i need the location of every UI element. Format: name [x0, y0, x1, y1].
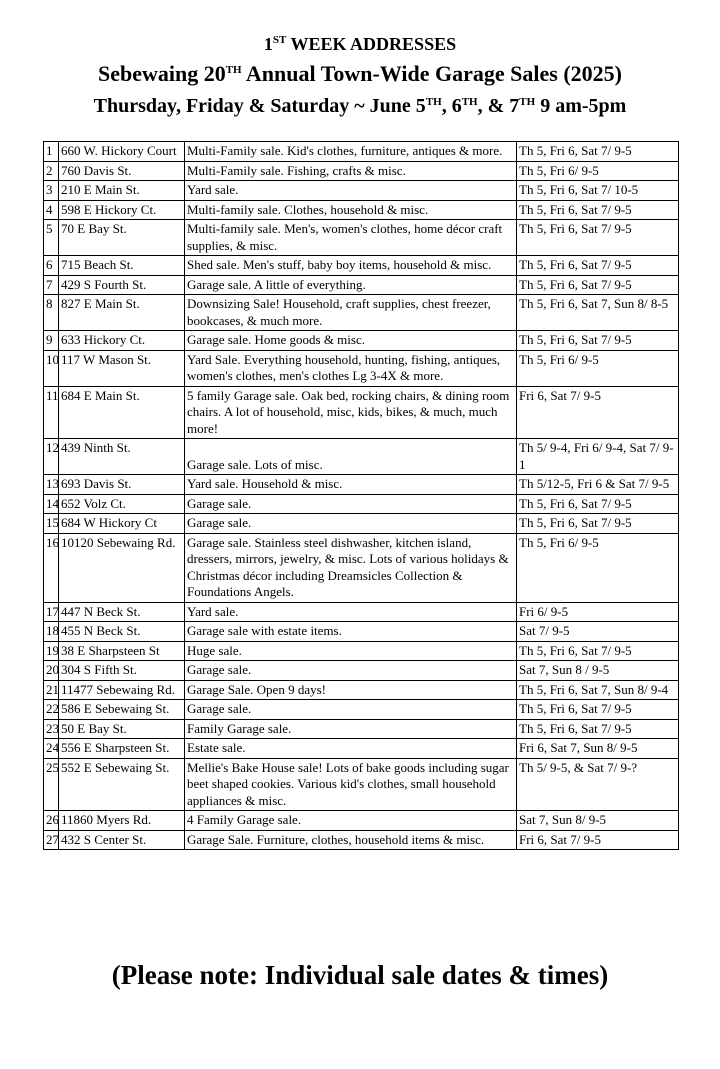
row-description: Yard Sale. Everything household, hunting, fishing, antiques, women's clothes, men's clothes Lg 3-4X & more. [185, 350, 517, 386]
row-description: Garage sale. [185, 661, 517, 681]
table-row [44, 439, 679, 475]
row-times: Th 5, Fri 6, Sat 7/ 9-5 [517, 142, 679, 162]
row-number: 25 [44, 758, 59, 811]
row-number: 4 [44, 200, 59, 220]
row-number: 5 [44, 220, 59, 256]
row-description: Garage sale. [185, 514, 517, 534]
row-description: 5 family Garage sale. Oak bed, rocking chairs, & dining room chairs. A lot of household, misc, kids, bikes, & much, much more! [185, 386, 517, 439]
table-row [44, 830, 679, 850]
row-address: 684 E Main St. [59, 386, 185, 439]
table-row [44, 220, 679, 256]
dates-text-b: , 6 [441, 95, 462, 117]
row-description: Multi-family sale. Men's, women's clothes, home décor craft supplies, & misc. [185, 220, 517, 256]
row-address: 38 E Sharpsteen St [59, 641, 185, 661]
title-text-b: WEEK ADDRESSES [286, 34, 457, 54]
row-description: Garage sale. Home goods & misc. [185, 331, 517, 351]
row-number: 1 [44, 142, 59, 162]
row-number: 10 [44, 350, 59, 386]
dates-sup-2: TH [461, 96, 478, 108]
table-row [44, 533, 679, 602]
row-number: 7 [44, 275, 59, 295]
row-times: Th 5, Fri 6, Sat 7, Sun 8/ 9-4 [517, 680, 679, 700]
row-number: 22 [44, 700, 59, 720]
row-address: 586 E Sebewaing St. [59, 700, 185, 720]
row-times: Th 5, Fri 6, Sat 7/ 9-5 [517, 331, 679, 351]
row-times: Sat 7, Sun 8 / 9-5 [517, 661, 679, 681]
row-number: 6 [44, 256, 59, 276]
table-row [44, 350, 679, 386]
row-times: Th 5, Fri 6, Sat 7/ 9-5 [517, 514, 679, 534]
row-description: Garage sale with estate items. [185, 622, 517, 642]
table-row [44, 295, 679, 331]
title-week-addresses [0, 33, 720, 55]
table-row [44, 661, 679, 681]
row-address: 552 E Sebewaing St. [59, 758, 185, 811]
row-times: Th 5, Fri 6/ 9-5 [517, 533, 679, 602]
row-address: 760 Davis St. [59, 161, 185, 181]
row-number: 14 [44, 494, 59, 514]
table-row [44, 514, 679, 534]
row-address: 633 Hickory Ct. [59, 331, 185, 351]
row-address: 598 E Hickory Ct. [59, 200, 185, 220]
table-row [44, 331, 679, 351]
row-times: Th 5/ 9-4, Fri 6/ 9-4, Sat 7/ 9-1 [517, 439, 679, 475]
row-number: 26 [44, 811, 59, 831]
subtitle-sup: TH [225, 64, 242, 76]
row-times: Th 5, Fri 6, Sat 7/ 10-5 [517, 181, 679, 201]
row-description: Shed sale. Men's stuff, baby boy items, household & misc. [185, 256, 517, 276]
row-description: 4 Family Garage sale. [185, 811, 517, 831]
row-address: 429 S Fourth St. [59, 275, 185, 295]
row-number: 16 [44, 533, 59, 602]
sales-table-body [44, 142, 679, 850]
row-times: Th 5, Fri 6, Sat 7/ 9-5 [517, 256, 679, 276]
table-row [44, 758, 679, 811]
row-times: Th 5, Fri 6/ 9-5 [517, 161, 679, 181]
table-row [44, 622, 679, 642]
row-description: Garage sale. A little of everything. [185, 275, 517, 295]
row-number: 12 [44, 439, 59, 475]
dates-text-a: Thursday, Friday & Saturday ~ June 5 [93, 95, 426, 117]
row-times: Th 5, Fri 6, Sat 7/ 9-5 [517, 719, 679, 739]
row-number: 13 [44, 475, 59, 495]
row-times: Th 5, Fri 6, Sat 7/ 9-5 [517, 275, 679, 295]
row-times: Th 5, Fri 6/ 9-5 [517, 350, 679, 386]
row-address: 117 W Mason St. [59, 350, 185, 386]
row-number: 2 [44, 161, 59, 181]
row-description: Family Garage sale. [185, 719, 517, 739]
row-number: 23 [44, 719, 59, 739]
row-number: 9 [44, 331, 59, 351]
row-description: Huge sale. [185, 641, 517, 661]
row-address: 684 W Hickory Ct [59, 514, 185, 534]
table-row [44, 494, 679, 514]
row-address: 660 W. Hickory Court [59, 142, 185, 162]
row-description: Garage sale. [185, 700, 517, 720]
row-description: Downsizing Sale! Household, craft supplies, chest freezer, bookcases, & much more. [185, 295, 517, 331]
row-description: Garage Sale. Open 9 days! [185, 680, 517, 700]
row-number: 17 [44, 602, 59, 622]
row-address: 210 E Main St. [59, 181, 185, 201]
row-address: 715 Beach St. [59, 256, 185, 276]
table-row [44, 475, 679, 495]
table-row [44, 181, 679, 201]
row-address: 693 Davis St. [59, 475, 185, 495]
row-times: Th 5, Fri 6, Sat 7/ 9-5 [517, 200, 679, 220]
row-times: Fri 6, Sat 7, Sun 8/ 9-5 [517, 739, 679, 759]
table-row [44, 719, 679, 739]
row-number: 24 [44, 739, 59, 759]
subtitle-dates [0, 93, 720, 119]
row-description: Garage sale. Lots of misc. [185, 439, 517, 475]
sales-table [43, 141, 679, 850]
title-text-a: 1 [263, 34, 273, 54]
table-row [44, 161, 679, 181]
row-address: 11477 Sebewaing Rd. [59, 680, 185, 700]
row-address: 455 N Beck St. [59, 622, 185, 642]
row-times: Th 5, Fri 6, Sat 7/ 9-5 [517, 700, 679, 720]
row-address: 652 Volz Ct. [59, 494, 185, 514]
footer-note: (Please note: Individual sale dates & times) [111, 960, 609, 990]
row-times: Th 5, Fri 6, Sat 7, Sun 8/ 8-5 [517, 295, 679, 331]
row-times: Th 5/ 9-5, & Sat 7/ 9-? [517, 758, 679, 811]
row-times: Th 5, Fri 6, Sat 7/ 9-5 [517, 220, 679, 256]
table-row [44, 602, 679, 622]
row-description: Yard sale. [185, 602, 517, 622]
table-row [44, 700, 679, 720]
row-number: 8 [44, 295, 59, 331]
subtitle-text-a: Sebewaing 20 [97, 61, 226, 86]
row-description: Yard sale. Household & misc. [185, 475, 517, 495]
row-description: Multi-Family sale. Fishing, crafts & misc. [185, 161, 517, 181]
row-description: Yard sale. [185, 181, 517, 201]
row-number: 15 [44, 514, 59, 534]
row-address: 827 E Main St. [59, 295, 185, 331]
row-address: 556 E Sharpsteen St. [59, 739, 185, 759]
table-row [44, 811, 679, 831]
row-address: 50 E Bay St. [59, 719, 185, 739]
row-address: 10120 Sebewaing Rd. [59, 533, 185, 602]
row-address: 432 S Center St. [59, 830, 185, 850]
row-times: Fri 6, Sat 7/ 9-5 [517, 830, 679, 850]
subtitle-event-name [0, 60, 720, 88]
row-description: Garage Sale. Furniture, clothes, household items & misc. [185, 830, 517, 850]
table-row [44, 386, 679, 439]
row-number: 11 [44, 386, 59, 439]
row-address: 70 E Bay St. [59, 220, 185, 256]
row-number: 3 [44, 181, 59, 201]
row-description: Garage sale. [185, 494, 517, 514]
row-number: 19 [44, 641, 59, 661]
subtitle-text-b: Annual Town-Wide Garage Sales (2025) [241, 61, 623, 86]
dates-text-c: , & 7 [477, 95, 520, 117]
dates-sup-3: TH [519, 96, 536, 108]
row-address: 304 S Fifth St. [59, 661, 185, 681]
row-times: Fri 6, Sat 7/ 9-5 [517, 386, 679, 439]
row-number: 20 [44, 661, 59, 681]
row-description: Multi-Family sale. Kid's clothes, furniture, antiques & more. [185, 142, 517, 162]
table-row [44, 275, 679, 295]
row-times: Fri 6/ 9-5 [517, 602, 679, 622]
row-description: Garage sale. Stainless steel dishwasher, kitchen island, dressers, mirrors, jewelry, & misc. Lots of various holidays & Christmas décor including Dreamsicles Collection & Foundations Angels. [185, 533, 517, 602]
title-sup: ST [272, 34, 287, 46]
row-number: 27 [44, 830, 59, 850]
table-row [44, 641, 679, 661]
table-row [44, 256, 679, 276]
row-times: Th 5/12-5, Fri 6 & Sat 7/ 9-5 [517, 475, 679, 495]
table-row [44, 142, 679, 162]
dates-sup-1: TH [425, 96, 442, 108]
row-description: Mellie's Bake House sale! Lots of bake goods including sugar beet shaped cookies. Various kid's clothes, small household appliances & misc. [185, 758, 517, 811]
row-description: Multi-family sale. Clothes, household & misc. [185, 200, 517, 220]
row-times: Th 5, Fri 6, Sat 7/ 9-5 [517, 641, 679, 661]
row-number: 21 [44, 680, 59, 700]
table-row [44, 680, 679, 700]
row-description: Estate sale. [185, 739, 517, 759]
row-number: 18 [44, 622, 59, 642]
table-row [44, 200, 679, 220]
table-row [44, 739, 679, 759]
dates-text-d: 9 am-5pm [535, 95, 627, 117]
row-address: 11860 Myers Rd. [59, 811, 185, 831]
row-times: Th 5, Fri 6, Sat 7/ 9-5 [517, 494, 679, 514]
row-times: Sat 7, Sun 8/ 9-5 [517, 811, 679, 831]
row-times: Sat 7/ 9-5 [517, 622, 679, 642]
row-address: 439 Ninth St. [59, 439, 185, 475]
row-address: 447 N Beck St. [59, 602, 185, 622]
